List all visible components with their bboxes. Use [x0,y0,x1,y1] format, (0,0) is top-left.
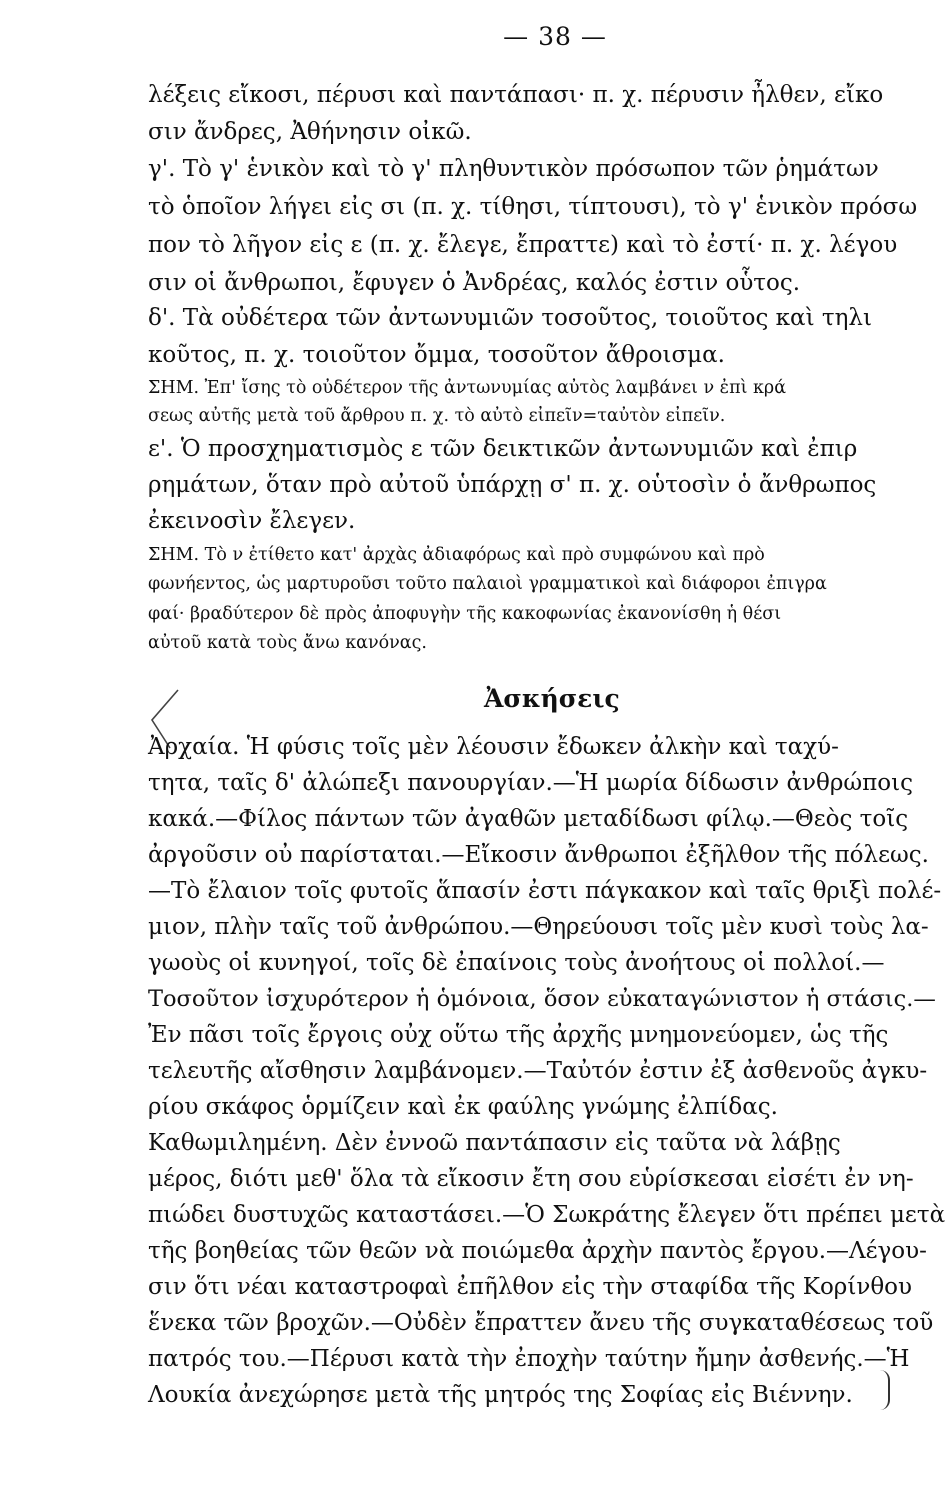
text-line: πατρός του.—Πέρυσι κατὰ τὴν ἐποχὴν ταύτην ἤμην ἀσθενής.—Ἡ [148,1346,910,1372]
text-line: τῆς βοηθείας τῶν θεῶν νὰ ποιώμεθα ἀρχὴν παντὸς ἔργου.—Λέγου- [148,1238,927,1264]
text-line: Τοσοῦτον ἰσχυρότερον ἡ ὁμόνοια, ὅσον εὐκαταγώνιστον ἡ στάσις.— [148,986,936,1012]
text-line: τελευτῆς αἴσθησιν λαμβάνομεν.—Ταὐτόν ἐστιν ἐξ ἀσθενοῦς ἀγκυ- [148,1058,928,1084]
text-line: γ'. Τὸ γ' ἑνικὸν καὶ τὸ γ' πληθυντικὸν πρόσωπον τῶν ῥημάτων [148,156,879,182]
page-number: — 38 — [503,22,607,51]
closing-bracket [868,1370,890,1410]
text-line: —Τὸ ἔλαιον τοῖς φυτοῖς ἅπασίν ἐστι πάγκακον καὶ ταῖς θριξὶ πολέ- [148,878,942,904]
text-line: πον τὸ λῆγον εἰς ε (π. χ. ἔλεγε, ἔπραττε) καὶ τὸ ἐστί· π. χ. λέγου [148,232,898,258]
note-line: φαί· βραδύτερον δὲ πρὸς ἀποφυγὴν τῆς κακοφωνίας ἐκανονίσθη ἡ θέσι [148,604,782,624]
text-line: ἀργοῦσιν οὐ παρίσταται.—Εἴκοσιν ἄνθρωποι ἐξῆλθον τῆς πόλεως. [148,842,929,868]
text-line: κακά.—Φίλος πάντων τῶν ἀγαθῶν μεταδίδωσι φίλῳ.—Θεὸς τοῖς [148,806,909,832]
text-line: κοῦτος, π. χ. τοιοῦτον ὄμμα, τοσοῦτον ἄθροισμα. [148,342,725,368]
text-line: ἐκεινοσὶν ἔλεγεν. [148,508,356,534]
text-line: ἕνεκα τῶν βροχῶν.—Οὐδὲν ἔπραττεν ἄνευ τῆς συγκαταθέσεως τοῦ [148,1310,934,1336]
text-line: Ἀρχαία. Ἡ φύσις τοῖς μὲν λέουσιν ἔδωκεν ἀλκὴν καὶ ταχύ- [148,734,839,760]
text-line: μιον, πλὴν ταῖς τοῦ ἀνθρώπου.—Θηρεύουσι τοῖς μὲν κυσὶ τοὺς λα- [148,914,929,940]
note-line: σεως αὐτῆς μετὰ τοῦ ἄρθρου π. χ. τὸ αὐτὸ εἰπεῖν=ταὐτὸν εἰπεῖν. [148,406,726,426]
text-line: σιν ἄνδρες, Ἀθήνησιν οἰκῶ. [148,119,472,145]
text-line: ε'. Ὁ προσχηματισμὸς ε τῶν δεικτικῶν ἀντωνυμιῶν καὶ ἐπιρ [148,436,858,462]
text-line: μέρος, διότι μεθ' ὅλα τὰ εἴκοσιν ἔτη σου εὑρίσκεσαι εἰσέτι ἐν νη- [148,1166,914,1192]
text-line: σιν οἱ ἄνθρωποι, ἔφυγεν ὁ Ἀνδρέας, καλός ἐστιν οὗτος. [148,270,801,296]
text-line: Καθωμιλημένη. Δὲν ἐννοῶ παντάπασιν εἰς ταῦτα νὰ λάβῃς [148,1130,841,1156]
text-line: πιώδει δυστυχῶς καταστάσει.—Ὁ Σωκράτης ἔλεγεν ὅτι πρέπει μετὰ [148,1202,946,1228]
note-line: ΣΗΜ. Τὸ ν ἐτίθετο κατ' ἀρχὰς ἀδιαφόρως καὶ πρὸ συμφώνου καὶ πρὸ [148,545,765,565]
text-line: τὸ ὁποῖον λήγει εἰς σι (π. χ. τίθησι, τίπτουσι), τὸ γ' ἑνικὸν πρόσω [148,194,918,220]
section-heading: Ἀσκήσεις [484,684,620,713]
text-line: γωοὺς οἱ κυνηγοί, τοῖς δὲ ἐπαίνοις τοὺς ἀνοήτους οἱ πολλοί.— [148,950,885,976]
text-line: Ἐν πᾶσι τοῖς ἔργοις οὐχ οὕτω τῆς ἀρχῆς μνημονεύομεν, ὡς τῆς [148,1022,889,1048]
note-line: ΣΗΜ. Ἐπ' ἴσης τὸ οὐδέτερον τῆς ἀντωνυμίας αὐτὸς λαμβάνει ν ἐπὶ κρά [148,378,787,398]
note-line: φωνήεντος, ὡς μαρτυροῦσι τοῦτο παλαιοὶ γραμματικοὶ καὶ διάφοροι ἐπιγρα [148,574,827,594]
note-line: αὐτοῦ κατὰ τοὺς ἄνω κανόνας. [148,633,427,653]
text-line: λέξεις εἴκοσι, πέρυσι καὶ παντάπασι· π. χ. πέρυσιν ἦλθεν, εἴκο [148,82,884,108]
text-line: τητα, ταῖς δ' ἀλώπεξι πανουργίαν.—Ἡ μωρία δίδωσιν ἀνθρώποις [148,770,913,796]
text-line: Λουκία ἀνεχώρησε μετὰ τῆς μητρός της Σοφίας εἰς Βιέννην. [148,1382,853,1408]
text-line: δ'. Τὰ οὐδέτερα τῶν ἀντωνυμιῶν τοσοῦτος, τοιοῦτος καὶ τηλι [148,305,873,331]
text-line: σιν ὅτι νέαι καταστροφαὶ ἐπῆλθον εἰς τὴν σταφίδα τῆς Κορίνθου [148,1274,913,1300]
text-line: ρίου σκάφος ὁρμίζειν καὶ ἐκ φαύλης γνώμης ἐλπίδας. [148,1094,778,1120]
text-line: ρημάτων, ὅταν πρὸ αὐτοῦ ὑπάρχῃ σ' π. χ. οὑτοσὶν ὁ ἄνθρωπος [148,472,877,498]
